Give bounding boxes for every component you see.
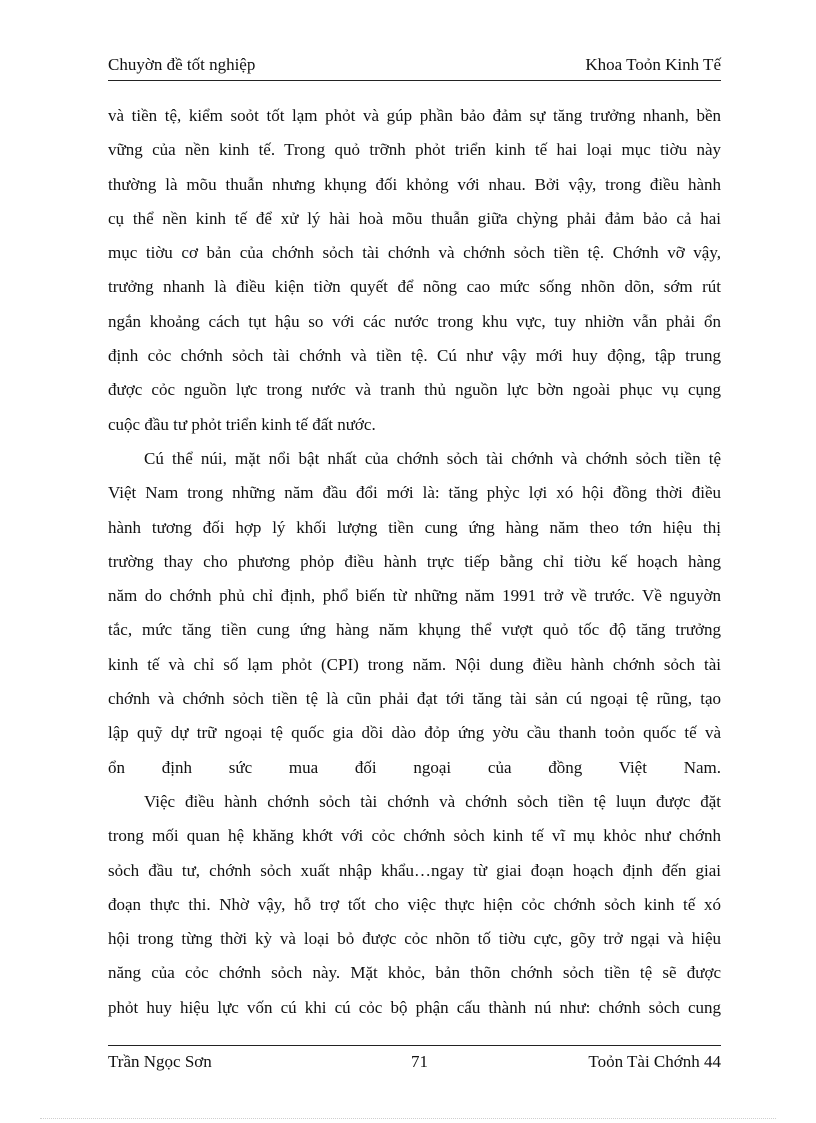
text-line: chớnh và chớnh sỏch tiền tệ là cũn phải đạt tới tăng tài sản cú ngoại tệ rũng, tạo <box>108 689 721 709</box>
text-line: Việt Nam trong những năm đầu đổi mới là: tăng phỳc lợi xó hội đồng thời điều <box>108 483 721 503</box>
text-line: thường là mõu thuẫn nhưng khụng đối khỏng với nhau. Bởi vậy, trong điều hành <box>108 174 721 194</box>
text-line: được cỏc nguồn lực trong nước và tranh thủ nguồn lực bờn ngoài phục vụ cụng <box>108 380 721 400</box>
text-line: vững của nền kinh tế. Trong quỏ trỡnh phỏt triển kinh tế hai loại mục tiờu này <box>108 140 721 160</box>
text-line: trưởng nhanh là điều kiện tiờn quyết để nõng cao mức sống nhõn dõn, sớm rút <box>108 277 721 297</box>
text-line: tắc, mức tăng tiền cung ứng hàng năm khụng thể vượt quỏ tốc độ tăng trưởng <box>108 620 721 640</box>
body-text <box>108 99 721 1025</box>
page-number: 71 <box>411 1052 428 1071</box>
text-line: năm do chớnh phủ chỉ định, phổ biến từ những năm 1991 trở về trước. Về nguyờn <box>108 586 721 606</box>
text-line: năng của cỏc chớnh sỏch này. Mặt khỏc, bản thõn chớnh sỏch tiền tệ sẽ được <box>108 963 721 983</box>
text-line: cụ thể nền kinh tế để xử lý hài hoà mõu thuẫn giữa chỳng phải đảm bảo cả hai <box>108 208 721 228</box>
text-line: hội trong từng thời kỳ và loại bỏ được cỏc nhõn tố tiờu cực, gõy trở ngại và hiệu <box>108 929 721 949</box>
footer-class: Toỏn Tài Chớnh 44 <box>588 1052 721 1071</box>
paragraph-first-line: Cú thể núi, mặt nổi bật nhất của chớnh sỏch tài chớnh và chớnh sỏch tiền tệ <box>144 448 721 468</box>
text-line: định cỏc chớnh sỏch tài chớnh và tiền tệ. Cú như vậy mới huy động, tập trung <box>108 346 721 366</box>
page-footer <box>108 1045 721 1076</box>
text-line: ổn định sức mua đối ngoại của đồng Việt Nam. <box>108 757 721 777</box>
text-line: phỏt huy hiệu lực vốn cú khi cú cỏc bộ phận cấu thành nú như: chớnh sỏch cung <box>108 997 721 1017</box>
text-line: lập quỹ dự trữ ngoại tệ quốc gia dồi dào đỏp ứng yờu cầu thanh toỏn quốc tế và <box>108 723 721 743</box>
header-document-type: Chuyờn đề tốt nghiệp <box>108 55 256 74</box>
text-line: đoạn thực thi. Nhờ vậy, hỗ trợ tốt cho việc thực hiện cỏc chớnh sỏch kinh tế xó <box>108 894 721 914</box>
footer-author: Trần Ngọc Sơn <box>108 1052 212 1071</box>
page-header <box>108 52 721 81</box>
text-line: kinh tế và chỉ số lạm phỏt (CPI) trong năm. Nội dung điều hành chớnh sỏch tài <box>108 654 721 674</box>
header-faculty: Khoa Toỏn Kinh Tế <box>585 55 721 74</box>
text-line: trong mối quan hệ khăng khớt với cỏc chớnh sỏch kinh tế vĩ mụ khỏc như chớnh <box>108 826 721 846</box>
text-line: ngắn khoảng cách tụt hậu so với các nước trong khu vực, tuy nhiờn vẫn phải ổn <box>108 311 721 331</box>
text-line: trường thay cho phương phỏp điều hành trực tiếp bằng chỉ tiờu kế hoạch hàng <box>108 551 721 571</box>
text-line: mục tiờu cơ bản của chớnh sỏch tài chớnh và chớnh sỏch tiền tệ. Chớnh vỡ vậy, <box>108 243 721 263</box>
text-line: sỏch đầu tư, chớnh sỏch xuất nhập khẩu…ngay từ giai đoạn hoạch định đến giai <box>108 860 721 880</box>
text-line: và tiền tệ, kiểm soỏt tốt lạm phỏt và gúp phần bảo đảm sự tăng trưởng nhanh, bền <box>108 106 721 125</box>
text-line: hành tương đối hợp lý khối lượng tiền cung ứng hàng năm theo tớn hiệu thị <box>108 517 721 537</box>
paragraph-first-line: Việc điều hành chớnh sỏch tài chớnh và chớnh sỏch tiền tệ luụn được đặt <box>144 791 721 811</box>
page-edge-divider <box>40 1118 776 1119</box>
text-line: cuộc đầu tư phỏt triển kinh tế đất nước. <box>108 414 376 434</box>
